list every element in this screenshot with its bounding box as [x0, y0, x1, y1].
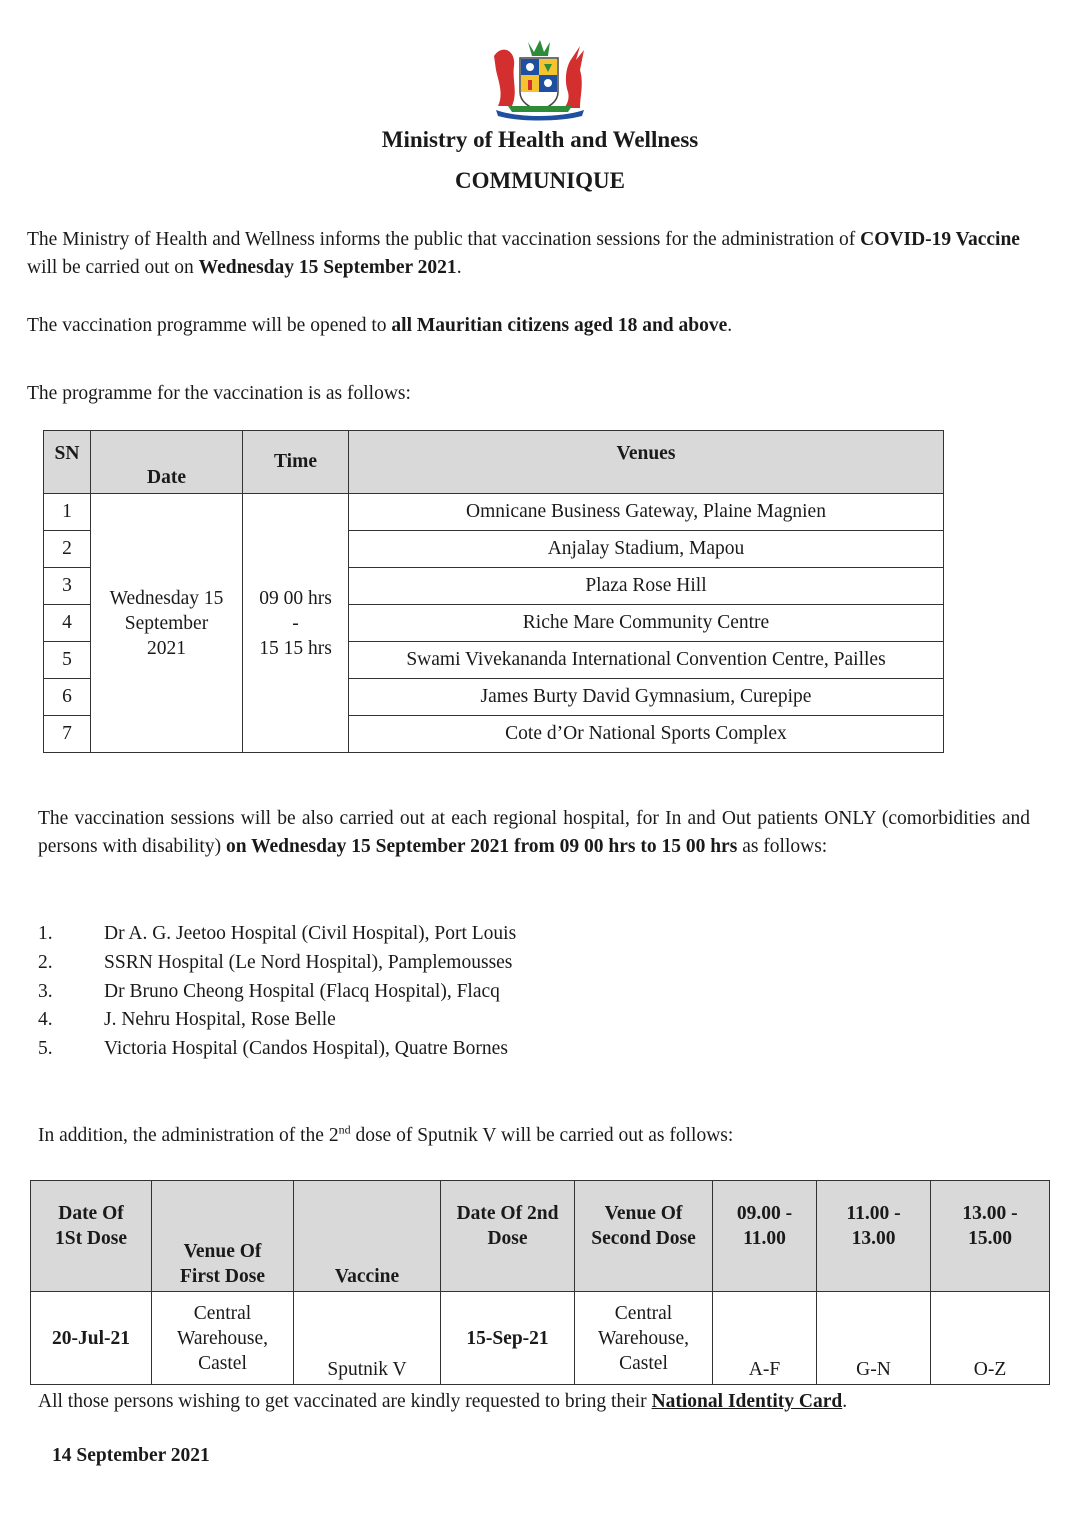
session-time-cell [243, 494, 349, 753]
row-sn: 4 [44, 605, 91, 642]
session-date-cell [91, 494, 243, 753]
sputnik-schedule-table [30, 1180, 1050, 1385]
session-time-line: 15 15 hrs [259, 637, 332, 659]
cell-slot-1: A-F [713, 1292, 817, 1385]
row-venue: Swami Vivekananda International Convention Centre, Pailles [349, 642, 944, 679]
row-sn: 2 [44, 531, 91, 568]
col-header-venue-first-dose: Venue Of First Dose [152, 1181, 294, 1292]
list-item: 4. J. Nehru Hospital, Rose Belle [38, 1009, 336, 1031]
row-venue: Plaza Rose Hill [349, 568, 944, 605]
list-item: 2. SSRN Hospital (Le Nord Hospital), Pamplemousses [38, 951, 513, 973]
hospital-list [38, 920, 516, 1064]
table-row [44, 494, 944, 531]
cell-slot-3: O-Z [931, 1292, 1050, 1385]
row-sn: 1 [44, 494, 91, 531]
table-header-row [44, 431, 944, 494]
session-time-line: 09 00 hrs [259, 587, 332, 609]
table-row [31, 1292, 1050, 1385]
vaccination-venues-table [43, 430, 944, 753]
intro-paragraph-2: The vaccination programme will be opened to all Mauritian citizens aged 18 and above. [27, 315, 733, 336]
col-header-date-second-dose: Date Of 2nd Dose [441, 1181, 575, 1292]
row-sn: 7 [44, 716, 91, 753]
sputnik-paragraph: In addition, the administration of the 2nd dose of Sputnik V will be carried out as follows: [38, 1122, 734, 1146]
row-venue: Omnicane Business Gateway, Plaine Magnien [349, 494, 944, 531]
col-header-venues: Venues [349, 431, 944, 494]
communique-date: 14 September 2021 [52, 1445, 210, 1466]
intro-paragraph-1: The Ministry of Health and Wellness informs the public that vaccination sessions for the administration of COVID-19 Vaccine will be carried out on Wednesday 15 September 2021. [27, 229, 1020, 278]
session-time-line: - [292, 612, 299, 634]
row-venue: Cote d’Or National Sports Complex [349, 716, 944, 753]
row-venue: Riche Mare Community Centre [349, 605, 944, 642]
row-sn: 3 [44, 568, 91, 605]
row-venue: Anjalay Stadium, Mapou [349, 531, 944, 568]
session-date-line: 2021 [147, 637, 186, 659]
hospitals-paragraph: The vaccination sessions will be also carried out at each regional hospital, for In and Out patients ONLY (comorbidities and persons with disability) on Wednesday 15 September 2021 from 09 00 hrs to 15 00 hrs as follows: [38, 808, 1030, 857]
row-sn: 6 [44, 679, 91, 716]
cell-date-first-dose: 20-Jul-21 [31, 1292, 152, 1385]
list-item: 5. Victoria Hospital (Candos Hospital), Quatre Bornes [38, 1038, 508, 1060]
col-header-vaccine: Vaccine [294, 1181, 441, 1292]
col-header-slot-2: 11.00 - 13.00 [817, 1181, 931, 1292]
ministry-heading: Ministry of Health and Wellness [381, 127, 699, 152]
col-header-slot-1: 09.00 - 11.00 [713, 1181, 817, 1292]
col-header-venue-second-dose: Venue Of Second Dose [575, 1181, 713, 1292]
col-header-time: Time [243, 431, 349, 494]
col-header-sn: SN [44, 431, 91, 494]
cell-slot-2: G-N [817, 1292, 931, 1385]
col-header-date: Date [91, 431, 243, 494]
cell-date-second-dose: 15-Sep-21 [441, 1292, 575, 1385]
coat-of-arms-icon [488, 36, 590, 122]
col-header-slot-3: 13.00 - 15.00 [931, 1181, 1050, 1292]
row-sn: 5 [44, 642, 91, 679]
national-identity-card-text: National Identity Card [651, 1391, 843, 1412]
session-date-line: Wednesday 15 [109, 587, 224, 609]
cell-venue-second-dose: Central Warehouse, Castel [575, 1292, 713, 1385]
col-header-date-first-dose: Date Of 1St Dose [31, 1181, 152, 1292]
session-date-line: September [124, 612, 209, 634]
cell-venue-first-dose: Central Warehouse, Castel [152, 1292, 294, 1385]
list-item: 1. Dr A. G. Jeetoo Hospital (Civil Hospital), Port Louis [38, 923, 517, 944]
row-venue: James Burty David Gymnasium, Curepipe [349, 679, 944, 716]
table-header-row [31, 1181, 1050, 1292]
page-title: COMMUNIQUE [455, 168, 625, 193]
footer-note: All those persons wishing to get vaccinated are kindly requested to bring their National Identity Card. [38, 1391, 848, 1412]
list-item: 3. Dr Bruno Cheong Hospital (Flacq Hospital), Flacq [38, 980, 500, 1002]
cell-vaccine: Sputnik V [294, 1292, 441, 1385]
intro-paragraph-3: The programme for the vaccination is as follows: [27, 383, 411, 404]
